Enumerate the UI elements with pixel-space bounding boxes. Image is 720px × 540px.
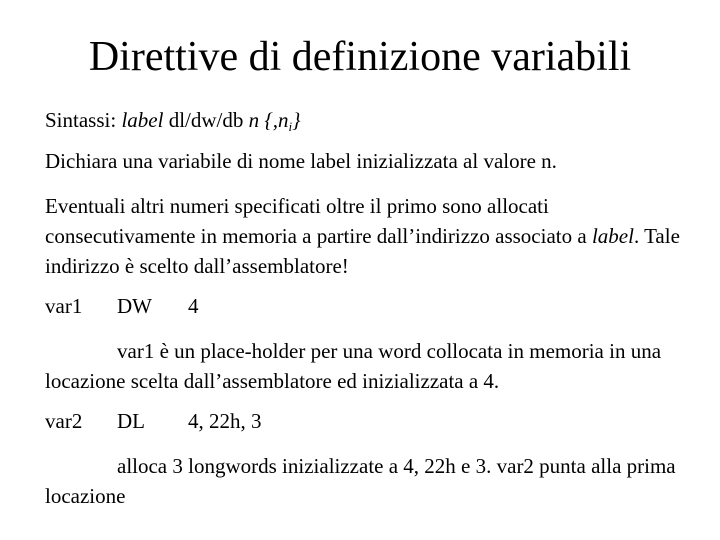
example2-description: alloca 3 longwords inizializzate a 4, 22h e 3. var2 punta alla prima locazione bbox=[45, 454, 676, 508]
syntax-brace-close: } bbox=[292, 108, 301, 132]
syntax-brace-open: {,n bbox=[259, 108, 289, 132]
syntax-directives: dl/dw/db bbox=[163, 108, 249, 132]
example2-name: var2 bbox=[45, 409, 83, 433]
example2-directive: DL bbox=[117, 409, 145, 433]
example1-directive: DW bbox=[117, 294, 152, 318]
eventual-text-end: . Tale indirizzo è scelto dall’assemblatore! bbox=[45, 224, 680, 278]
syntax-prefix: Sintassi: bbox=[45, 108, 122, 132]
example1-description: var1 è un place-holder per una word collocata in memoria in una locazione scelta dall’assemblatore ed inizializzata a 4. bbox=[45, 339, 662, 393]
example1-name: var1 bbox=[45, 294, 83, 318]
slide-title: Direttive di definizione variabili bbox=[88, 34, 632, 80]
syntax-line bbox=[45, 105, 685, 135]
eventual-label-word: label bbox=[591, 224, 634, 248]
example2-values: 4, 22h, 3 bbox=[188, 409, 262, 433]
declare-line: Dichiara una variabile di nome label inizializzata al valore n. bbox=[45, 149, 557, 173]
syntax-subscript-i: i bbox=[288, 119, 293, 134]
eventual-paragraph bbox=[45, 191, 685, 281]
example1-values: 4 bbox=[188, 294, 199, 318]
syntax-n-word: n bbox=[248, 108, 260, 132]
eventual-text-main: Eventuali altri numeri specificati oltre il primo sono allocati consecutivamente in memoria a partire dall’indirizzo associato a bbox=[45, 194, 592, 248]
syntax-label-word: label bbox=[121, 108, 164, 132]
